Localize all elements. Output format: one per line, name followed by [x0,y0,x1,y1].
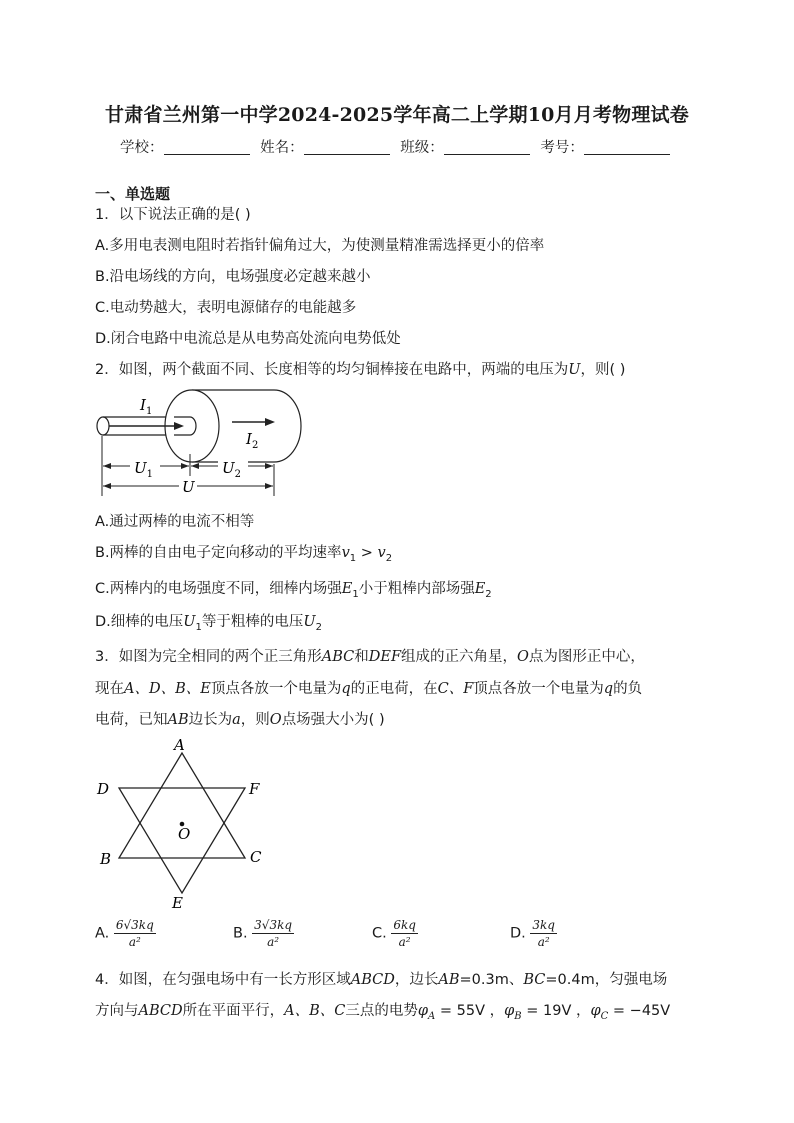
school-label: 学校： [120,140,164,156]
q2-copper-rods-figure [92,384,312,500]
q1-option-c: C.电动势越大，表明电源储存的电能越多 [95,300,357,316]
q3-option-c: C. $\frac{6kq}{\text{a²}}$ [372,918,416,949]
vertex-c-label: C [250,848,262,866]
i1-label: $I_1$ [140,396,153,417]
q2-option-c: C.两棒内的电场强度不同，细棒内场强$E_1$小于粗棒内部场强$E_2$ [95,581,492,600]
name-blank [304,140,390,155]
q1-option-a: A.多用电表测电阻时若指针偏角过大，为使测量精准需选择更小的倍率 [95,238,545,254]
q1-option-d: D.闭合电路中电流总是从电势高处流向电势低处 [95,331,401,347]
q3-stem-line1: 3．如图为完全相同的两个正三角形ABC和DEF组成的正六角星，O点为图形正中心， [95,649,645,665]
i2-label: $I_2$ [246,430,259,451]
vertex-b-label: B [100,850,112,868]
q4-stem-line1: 4．如图，在匀强电场中有一长方形区域ABCD，边长AB=0.3m、BC=0.4m，匀强电场 [95,972,668,988]
q2-stem: 2．如图，两个截面不同、长度相等的均匀铜棒接在电路中，两端的电压为U，则( ) [95,362,626,378]
school-blank [164,140,250,155]
exam-no-label: 考号： [540,140,584,156]
page-title: 甘肃省兰州第一中学2024-2025学年高二上学期10月月考物理试卷 [105,104,689,126]
q4-stem-line2: 方向与ABCD所在平面平行，A、B、C三点的电势$\varphi_A = 55V$ ，$\varphi_B = 19V$ ，$\varphi_C = -45V$ [95,1003,671,1022]
u1-label: $U_1$ [134,459,154,480]
name-label: 姓名： [260,140,304,156]
q3-stem-line2: 现在A、D、B、E顶点各放一个电量为q的正电荷，在C、F顶点各放一个电量为q的负 [95,681,643,697]
vertex-a-label: A [174,736,185,754]
q2-option-a: A.通过两棒的电流不相等 [95,514,255,530]
vertex-f-label: F [249,780,260,798]
exam-no-blank [584,140,670,155]
q2-option-d: D.细棒的电压$U_1$等于粗棒的电压$U_2$ [95,614,322,633]
q3-option-d: D. $\frac{3kq}{\text{a²}}$ [510,918,555,949]
q3-hexagram-figure [92,736,272,911]
section-heading: 一、单选题 [95,185,171,203]
vertex-e-label: E [172,894,183,911]
q3-stem-line3: 电荷，已知AB边长为a，则O点场强大小为( ) [95,712,385,728]
q2-option-b: B.两棒的自由电子定向移动的平均速率$v_1 > v_2$ [95,545,393,564]
u-label: U [182,478,195,496]
student-info-row [120,136,676,157]
class-label: 班级： [400,140,444,156]
q3-option-a: A. $\frac{6√3kq}{\text{a²}}$ [95,918,154,949]
q3-option-b: B. $\frac{3√3kq}{\text{a²}}$ [233,918,293,949]
q1-option-b: B.沿电场线的方向，电场强度必定越来越小 [95,269,371,285]
u2-label: $U_2$ [222,459,242,480]
class-blank [444,140,530,155]
center-o-label: O [178,825,191,843]
q1-stem: 1．以下说法正确的是( ) [95,207,251,223]
vertex-d-label: D [97,780,110,798]
